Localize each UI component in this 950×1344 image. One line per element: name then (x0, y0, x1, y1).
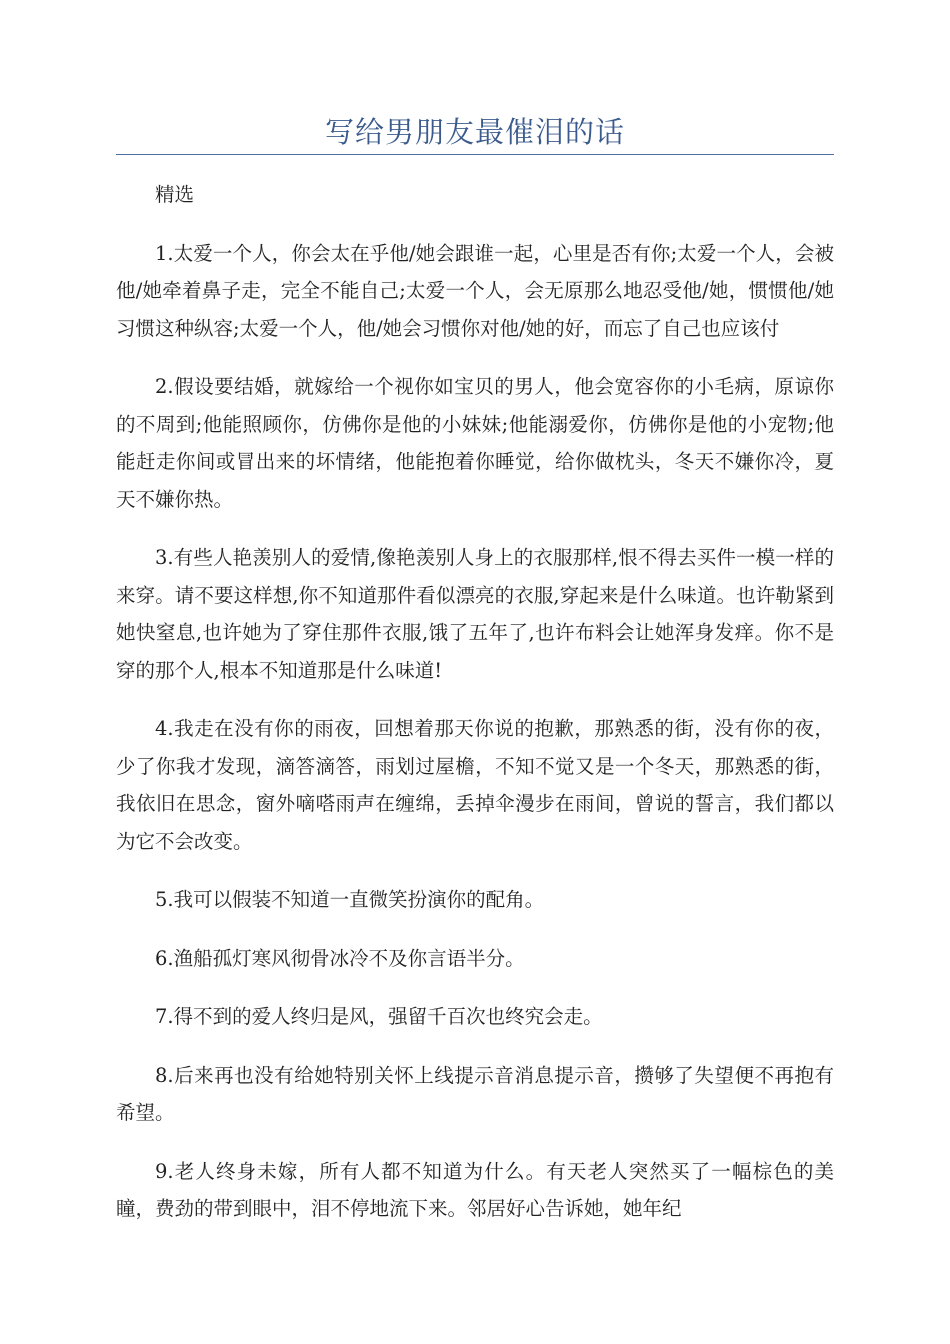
paragraph-6: 6.渔船孤灯寒风彻骨冰冷不及你言语半分。 (155, 946, 525, 970)
paragraph-4: 4.我走在没有你的雨夜，回想着那天你说的抱歉，那熟悉的街，没有你的夜，少了你我才发现，滴答滴答，雨划过屋檐，不知不觉又是一个冬天，那熟悉的街，我依旧在思念，窗外嘀嗒雨声在缠绵，丢掉伞漫步在雨间，曾说的誓言，我们都以为它不会改变。 (116, 717, 834, 853)
paragraph-2: 2.假设要结婚，就嫁给一个视你如宝贝的男人，他会宽容你的小毛病，原谅你的不周到;他能照顾你，仿佛你是他的小妹妹;他能溺爱你，仿佛你是他的小宠物;他能赶走你间或冒出来的坏情绪，他能抱着你睡觉，给你做枕头，冬天不嫌你冷，夏天不嫌你热。 (116, 375, 834, 511)
document-body (116, 176, 834, 1249)
paragraph-3: 3.有些人艳羡别人的爱情,像艳羡别人身上的衣服那样,恨不得去买件一模一样的来穿。请不要这样想,你不知道那件看似漂亮的衣服,穿起来是什么味道。也许勒紧到她快窒息,也许她为了穿住那件衣服,饿了五年了,也许布料会让她浑身发痒。你不是穿的那个人,根本不知道那是什么味道! (116, 546, 834, 682)
paragraph-intro: 精选 (155, 183, 195, 206)
paragraph-1: 1.太爱一个人，你会太在乎他/她会跟谁一起，心里是否有你;太爱一个人，会被他/她牵着鼻子走，完全不能自己;太爱一个人，会无原那么地忍受他/她，惯惯他/她习惯这种纵容;太爱一个人，他/她会习惯你对他/她的好，而忘了自己也应该付 (116, 241, 834, 340)
title-underline (116, 154, 834, 155)
document-title: 写给男朋友最催泪的话 (324, 115, 625, 149)
paragraph-8: 8.后来再也没有给她特别关怀上线提示音消息提示音，攒够了失望便不再抱有希望。 (116, 1063, 834, 1124)
paragraph-7: 7.得不到的爱人终归是风，强留千百次也终究会走。 (155, 1005, 603, 1028)
paragraph-5: 5.我可以假装不知道一直微笑扮演你的配角。 (155, 888, 545, 911)
paragraph-9: 9.老人终身未嫁，所有人都不知道为什么。有天老人突然买了一幅棕色的美瞳，费劲的带到眼中，泪不停地流下来。邻居好心告诉她，她年纪 (116, 1159, 834, 1220)
